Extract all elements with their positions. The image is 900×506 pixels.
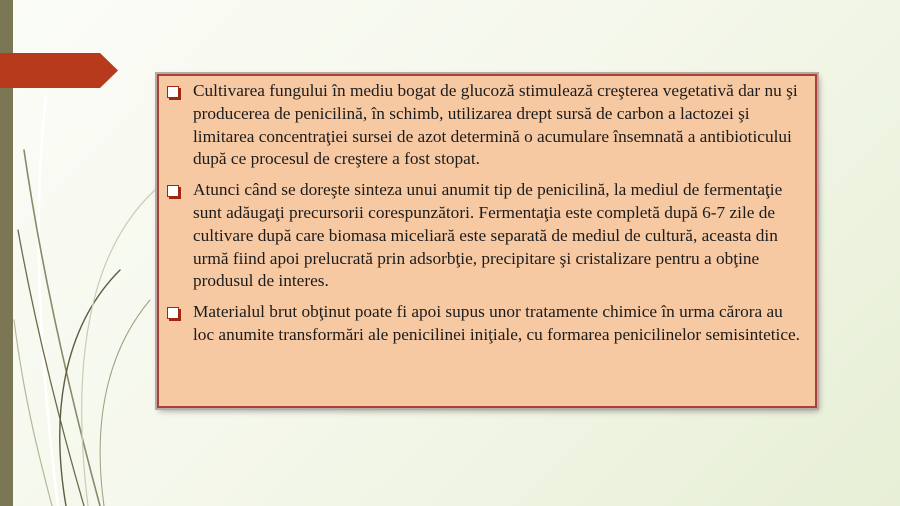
checkbox-bullet-icon [167, 307, 179, 319]
bullet-text: Cultivarea fungului în mediu bogat de glucoză stimulează creşterea vegetativă dar nu şi producerea de penicilină, în schimb, utilizarea drept sursă de carbon a lactozei şi limitarea concentraţiei sursei de azot determină o acumulare însemnată a antibioticului după ce procesul de creştere a fost stopat. [193, 81, 798, 169]
bullet-item [165, 80, 807, 171]
bullet-item [165, 179, 807, 293]
arrow-tab [0, 53, 118, 88]
content-box [157, 74, 817, 408]
bullet-item [165, 301, 807, 347]
bullet-text: Materialul brut obţinut poate fi apoi supus unor tratamente chimice în urma cărora au loc anumite transformări ale penicilinei iniţiale, cu formarea penicilinelor semisintetice. [193, 302, 801, 344]
bullet-text: Atunci când se doreşte sinteza unui anumit tip de penicilină, la mediul de fermentaţie sunt adăugaţi precursorii corespunzători. Fermentaţia este completă după 6-7 zile de cultivare după care biomasa miceliară este separată de mediul de cultură, aceasta din urmă fiind apoi prelucrată prin adsorbţie, precipitare şi cristalizare pentru a obţine produsul de interes. [193, 180, 783, 291]
checkbox-bullet-icon [167, 86, 179, 98]
bullet-list [165, 80, 807, 347]
checkbox-bullet-icon [167, 185, 179, 197]
